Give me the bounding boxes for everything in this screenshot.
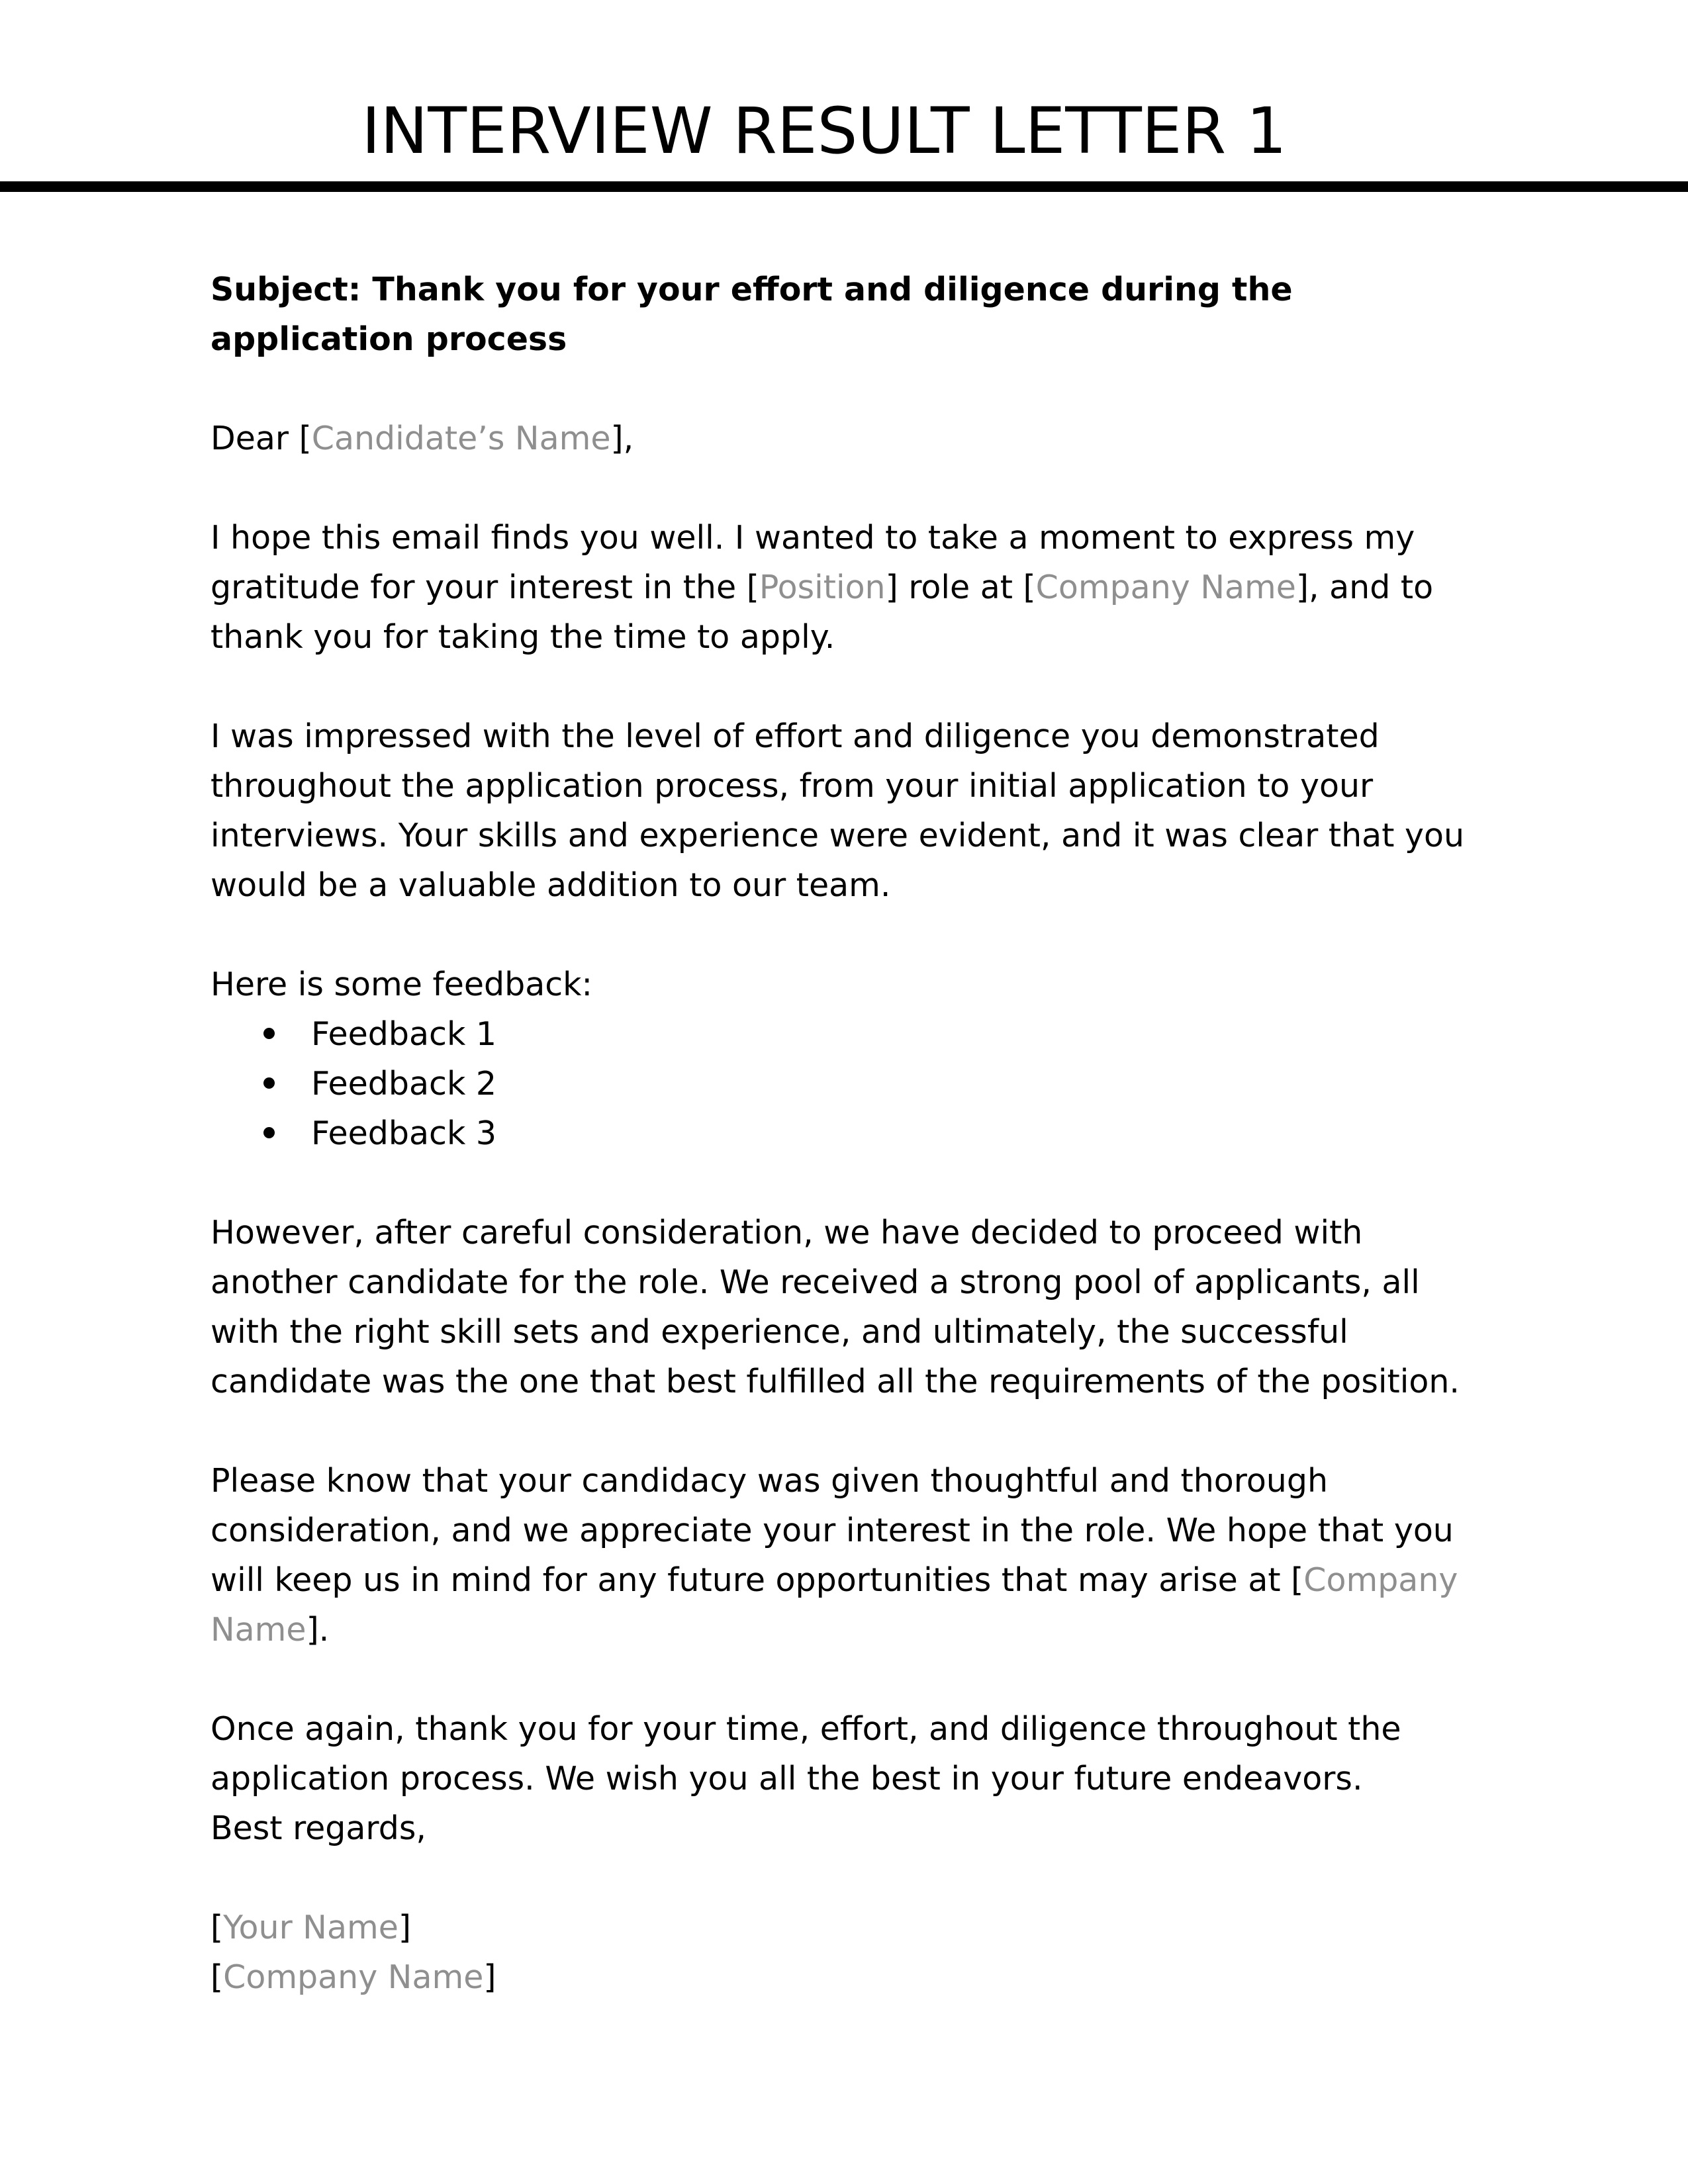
- document-title: INTERVIEW RESULT LETTER 1: [361, 94, 1287, 168]
- feedback-item-label: Feedback 3: [311, 1115, 497, 1152]
- open-bracket: [: [211, 1909, 224, 1946]
- paragraph-impressed: I was impressed with the level of effort and diligence you demonstrated throughout the application process, from your initial application to your interviews. Your skills and experience were evident, and it was clear that you would be a valuable addition to our team.: [211, 717, 1465, 904]
- para4-part2: ].: [306, 1611, 330, 1649]
- feedback-intro: Here is some feedback:: [211, 966, 593, 1003]
- feedback-item: [211, 1109, 1495, 1158]
- greeting-suffix: ],: [610, 420, 634, 457]
- bullet-icon: [263, 1028, 275, 1039]
- subject-line: Subject: Thank you for your effort and diligence during the application process: [211, 271, 1293, 358]
- position-placeholder: Position: [759, 569, 886, 606]
- greeting: [211, 414, 1495, 463]
- close-bracket: ]: [398, 1909, 411, 1946]
- paragraph-intro: [211, 513, 1495, 662]
- bullet-icon: [263, 1127, 275, 1138]
- feedback-item-label: Feedback 1: [311, 1015, 497, 1053]
- bullet-icon: [263, 1077, 275, 1089]
- para1-part3: ], and to thank you for taking the time to apply.: [211, 569, 1434, 656]
- your-name-placeholder: Your Name: [223, 1909, 399, 1946]
- feedback-item: [211, 1009, 1495, 1059]
- signature-company: [211, 1952, 1495, 2002]
- para1-part2: ] role at [: [885, 569, 1036, 606]
- greeting-prefix: Dear [: [211, 420, 312, 457]
- candidate-name-placeholder: Candidate’s Name: [311, 420, 611, 457]
- paragraph-consideration: [211, 1456, 1495, 1655]
- feedback-list: [211, 1009, 1495, 1158]
- closing: Best regards,: [211, 1809, 426, 1847]
- para1-part1: I hope this email finds you well. I wanted to take a moment to express my gratitude for your interest in the [: [211, 519, 1415, 606]
- paragraph-decision: However, after careful consideration, we have decided to proceed with another candidate for the role. We received a strong pool of applicants, all with the right skill sets and experience, and ultimately, the successful candidate was the one that best fulfilled all the requirements of the position.: [211, 1214, 1460, 1400]
- paragraph-thanks: Once again, thank you for your time, effort, and diligence throughout the application process. We wish you all the best in your future endeavors.: [211, 1710, 1401, 1797]
- letter-body: [211, 265, 1495, 2002]
- open-bracket: [: [211, 1958, 224, 1996]
- feedback-item: [211, 1059, 1495, 1109]
- signature-name: [211, 1903, 1495, 1952]
- title-divider: [0, 181, 1688, 192]
- company-name-placeholder: Company Name: [211, 1561, 1458, 1649]
- close-bracket: ]: [483, 1958, 496, 1996]
- company-name-placeholder: Company Name: [223, 1958, 484, 1996]
- company-name-placeholder: Company Name: [1035, 569, 1296, 606]
- feedback-item-label: Feedback 2: [311, 1065, 497, 1103]
- para4-part1: Please know that your candidacy was given thoughtful and thorough consideration, and we appreciate your interest in the role. We hope that you will keep us in mind for any future opportunities that may arise at [: [211, 1462, 1454, 1599]
